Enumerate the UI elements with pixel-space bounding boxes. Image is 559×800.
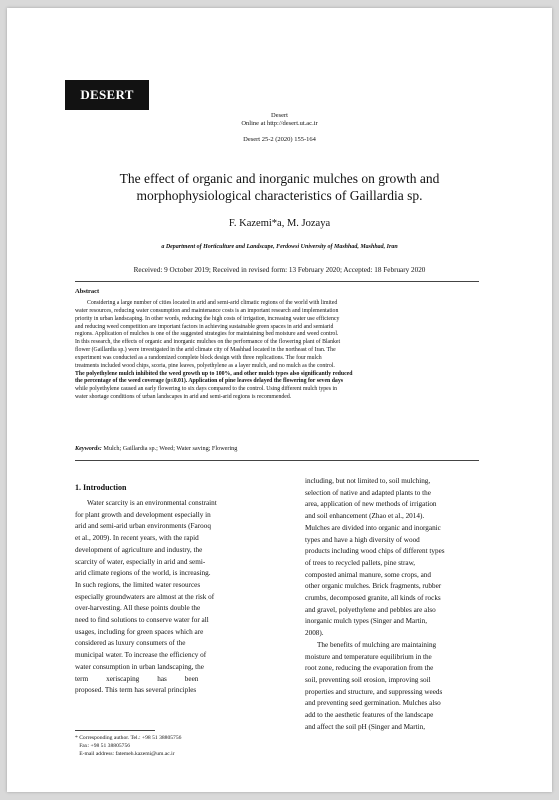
title-line-1: The effect of organic and inorganic mulches on growth and: [119, 171, 440, 186]
body-line: Mulches are divided into organic and inorganic: [305, 523, 441, 532]
corresponding-author-footnote: [75, 734, 181, 758]
body-line: moisture and temperature equilibrium in the: [305, 652, 432, 661]
body-line: considered as luxury consumers of the: [75, 639, 186, 648]
body-line: and soil enhancement (Zhao et al., 2014).: [305, 512, 425, 521]
body-line: usages, including for green spaces which are: [75, 627, 204, 636]
body-line: including, but not limited to, soil mulching,: [305, 477, 431, 485]
body-line: root zone, reducing the evaporation from the: [305, 664, 434, 673]
abstract-line: water resources, reducing water consumption and maintenance costs is an important research and implementation: [75, 307, 339, 314]
footnote-divider: [75, 730, 155, 731]
affiliation: a Department of Horticulture and Landscape, Ferdowsi University of Mashhad, Mashhad, Iran: [161, 244, 398, 250]
body-line: proposed. This term has several principles: [75, 686, 197, 695]
divider-top: [75, 281, 479, 282]
keywords-label: Keywords:: [75, 445, 102, 452]
body-line: In such regions, the limited water resources: [75, 580, 201, 589]
body-line: especially groundwaters are almost at the risk of: [75, 592, 215, 601]
abstract-line: In this research, the effects of organic and inorganic mulches on the performance of the flowering plant of Blanket: [75, 339, 341, 346]
document-page: [7, 8, 552, 792]
body-line: development of agriculture and industry, the: [75, 545, 203, 554]
section-heading-introduction: 1. Introduction: [75, 483, 127, 492]
body-line: area, application of new methods of irrigation: [305, 500, 437, 509]
abstract-line: The polyethylene mulch inhibited the weed growth up to 100%, and other mulch types also significantly reduced: [75, 370, 353, 377]
abstract-line: priority in urban landscaping. In other words, reducing the high costs of irrigation, increasing water use efficiency: [75, 315, 340, 322]
body-line: other organic mulches. Brick fragments, rubber: [305, 582, 442, 591]
keywords: [75, 445, 237, 452]
journal-logo: DESERT: [65, 80, 149, 110]
body-line: inorganic mulch types (Singer and Martin,: [305, 617, 428, 626]
body-line: add to the aesthetic features of the landscape: [305, 711, 434, 720]
received-dates: Received: 9 October 2019; Received in revised form: 13 February 2020; Accepted: 18 February 2020: [133, 266, 426, 274]
body-column-left: [75, 498, 271, 697]
body-line: crumbs, decomposed granite, all kinds of rocks: [305, 594, 441, 603]
abstract-line: regions. Application of mulches is one of the suggested strategies for maintaining bed moisture and weed control.: [75, 331, 339, 338]
body-line: term xeriscaping has been: [75, 674, 199, 683]
divider-bottom: [75, 460, 479, 461]
abstract-line: experiment was conducted as a randomized complete block design with three replications. The four mulch: [75, 354, 322, 361]
abstract-line: the percentage of the weed coverage (p≤0.01). Application of pine leaves delayed the flowering for seven days: [75, 378, 343, 385]
journal-info: [7, 112, 552, 144]
abstract-line: treatments included wood chips, scoria, pine leaves, polyethylene as a layer mulch, and no mulch as the control.: [75, 362, 335, 369]
body-line: types and have a high diversity of wood: [305, 535, 420, 544]
body-column-right: [305, 476, 480, 733]
body-line: et al., 2009). In recent years, with the rapid: [75, 534, 199, 543]
footnote-line: E-mail address: fatemeh.kazemi@um.ac.ir: [75, 751, 175, 757]
body-line: and preventing seed germination. Mulches also: [305, 699, 441, 708]
body-line: and affect the soil pH (Singer and Martin,: [305, 722, 426, 731]
body-line: over-harvesting. All these points double the: [75, 604, 201, 613]
body-line: 2008).: [305, 629, 324, 638]
abstract-line: water shortage conditions of urban landscapes in arid and semi-arid regions is recommended.: [75, 394, 292, 401]
abstract-line: Considering a large number of cities located in arid and semi-arid climatic regions of the world with limited: [87, 300, 338, 306]
body-line: and gravel, polyethylene and pebbles are also: [305, 605, 436, 614]
footnote-line: Fax: +98 51 38805756: [75, 743, 131, 749]
body-line: for plant growth and development especially in: [75, 510, 211, 519]
abstract-body: [75, 300, 479, 402]
keywords-list: Mulch; Gaillardia sp.; Weed; Water saving; Flowering: [103, 445, 238, 452]
body-line: arid climate regions of the world, is increasing.: [75, 569, 211, 578]
paper-title: [7, 170, 552, 204]
body-line: The benefits of mulching are maintaining: [317, 640, 437, 649]
abstract-line: while polyethylene caused an early flowering to six days compared to the control. Using different mulch types in: [75, 386, 337, 393]
footnote-line: * Corresponding author. Tel.: +98 51 38805756: [75, 735, 182, 741]
body-line: of trees to recycled pallets, pine straw,: [305, 558, 416, 567]
body-line: products including wood chips of different types: [305, 547, 445, 556]
abstract-line: and reducing weed competition are important factors in achieving sustainable green spaces in arid and semiarid: [75, 323, 334, 330]
body-line: water consumption in urban landscaping, the: [75, 662, 204, 671]
body-line: soil, preventing soil erosion, improving soil: [305, 675, 431, 684]
journal-online-url[interactable]: Online at http://desert.ut.ac.ir: [241, 120, 318, 127]
abstract-heading: Abstract: [75, 288, 100, 295]
body-line: arid and semi-arid urban environments (Farooq: [75, 522, 211, 531]
authors: F. Kazemi*a, M. Jozaya: [228, 218, 331, 229]
body-line: composted animal manure, some crops, and: [305, 570, 431, 579]
body-line: properties and structure, and suppressing weeds: [305, 687, 443, 696]
abstract-line: flower (Gaillardia sp.) were investigated in the arid climate city of Mashhad located in the northeast of Iran. The: [75, 347, 336, 354]
body-line: need to find solutions to conserve water for all: [75, 616, 209, 625]
title-line-2: morphophysiological characteristics of Gaillardia sp.: [136, 188, 423, 203]
journal-citation: Desert 25-2 (2020) 155-164: [243, 136, 316, 143]
journal-name: Desert: [271, 112, 288, 119]
body-line: scarcity of water, especially in arid and semi-: [75, 557, 206, 566]
body-line: selection of native and adapted plants to the: [305, 488, 431, 497]
body-line: municipal water. To increase the efficiency of: [75, 651, 207, 660]
body-line: Water scarcity is an environmental constraint: [87, 499, 217, 507]
